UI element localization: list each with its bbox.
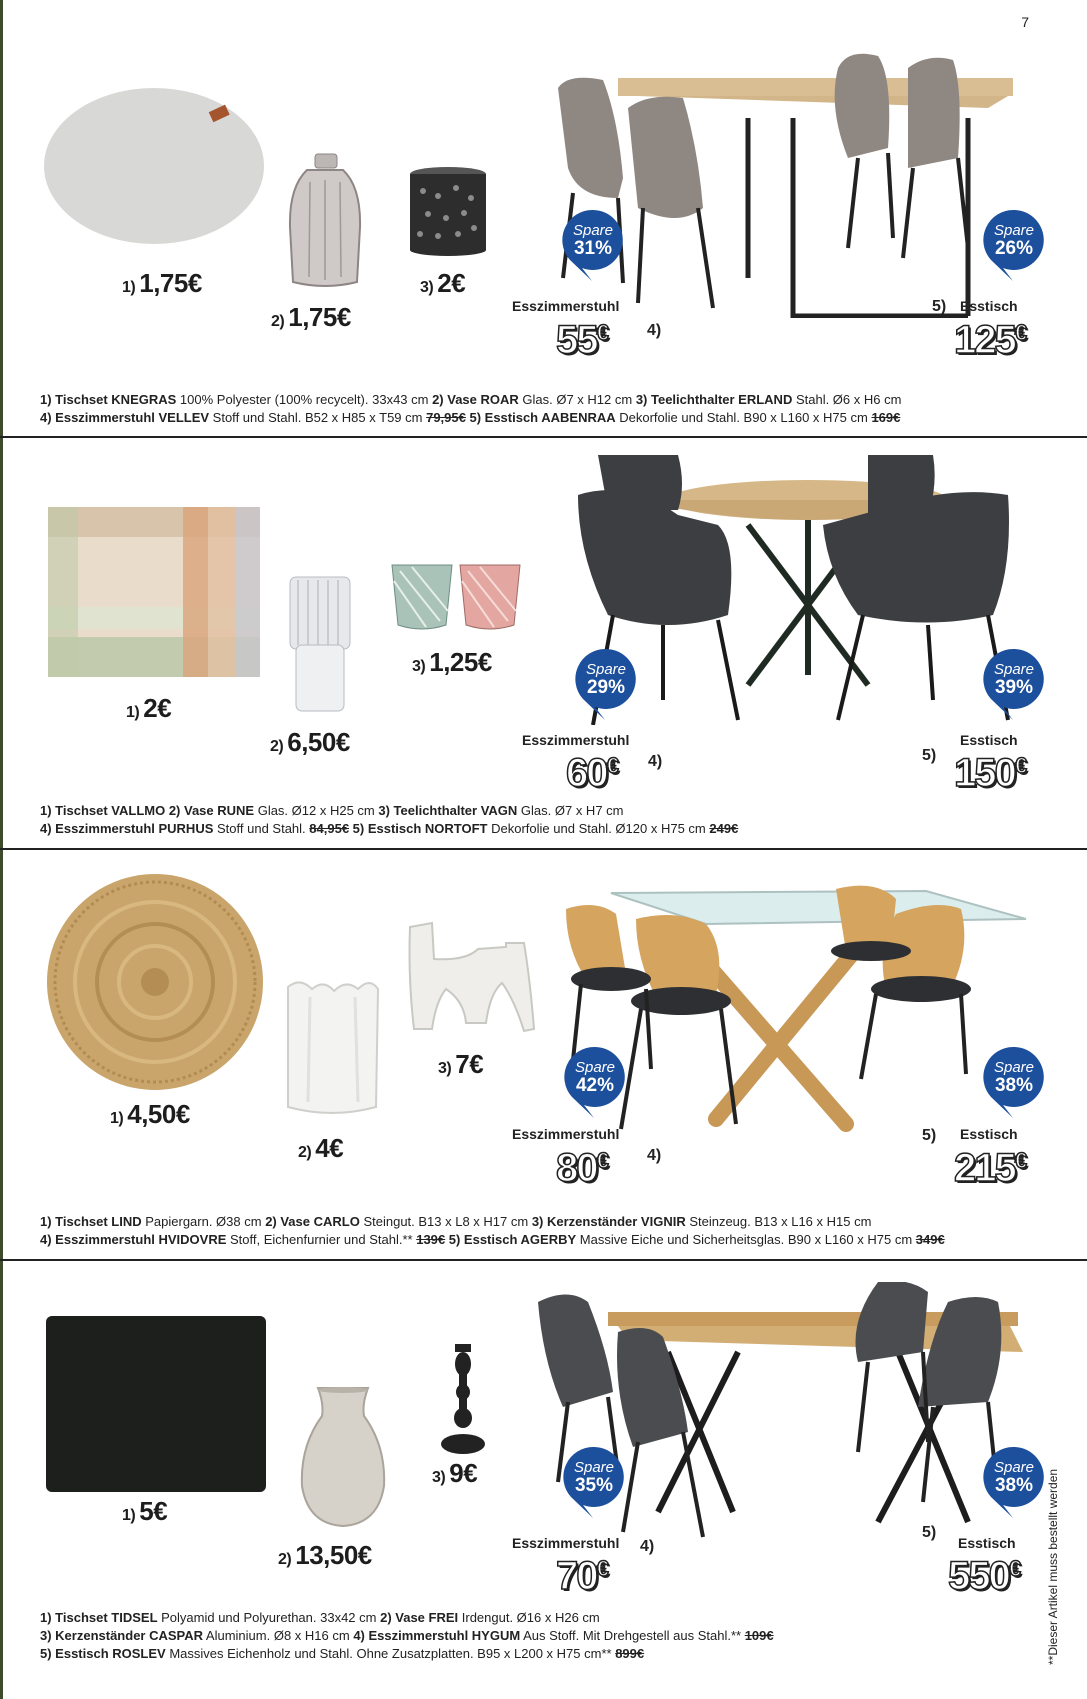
table-label: Esstisch — [960, 298, 1018, 314]
vase-roar-image — [285, 152, 365, 292]
product-description-line-1: 1) Tischset LIND Papiergarn. Ø38 cm 2) Vase CARLO Steingut. B13 x L8 x H17 cm 3) Kerzenständer VIGNIR Steinzeug. B13 x L16 x H15 cm — [40, 1214, 872, 1229]
price-2: 2) 13,50€ — [278, 1540, 372, 1570]
table-label: Esstisch — [958, 1535, 1016, 1551]
chair-item-number: 4) — [648, 753, 663, 770]
product-section-1 — [0, 0, 1087, 430]
table-price: 215€ — [954, 1146, 1025, 1190]
chair-label: Esszimmerstuhl — [522, 732, 630, 748]
table-item-number: 5) — [932, 298, 947, 315]
tealight-holders-vagn-image — [390, 561, 525, 633]
chair-savings-badge: Spare 42% — [564, 1045, 630, 1119]
chair-price: 55€ — [556, 318, 607, 362]
tealight-holder-erland-image — [408, 166, 488, 256]
product-description-line-1: 1) Tischset TIDSEL Polyamid und Polyurethan. 33x42 cm 2) Vase FREI Irdengut. Ø16 x H26 cm — [40, 1610, 600, 1625]
table-savings-badge: Spare 39% — [983, 647, 1049, 721]
price-1: 1) 4,50€ — [110, 1099, 190, 1129]
table-savings-badge: Spare 38% — [983, 1445, 1049, 1519]
price-2: 2) 1,75€ — [271, 302, 351, 332]
price-1: 1) 5€ — [122, 1496, 168, 1526]
vase-carlo-image — [280, 977, 384, 1119]
chair-label: Esszimmerstuhl — [512, 1535, 620, 1551]
product-section-3 — [0, 849, 1087, 1260]
table-price: 550€ — [948, 1554, 1019, 1598]
chair-item-number: 4) — [640, 1538, 655, 1555]
placemat-tidsel-image — [46, 1316, 266, 1492]
table-item-number: 5) — [922, 1127, 937, 1144]
chair-price: 70€ — [556, 1554, 607, 1598]
price-3: 3) 2€ — [420, 268, 466, 298]
chair-item-number: 4) — [647, 1147, 662, 1164]
table-label: Esstisch — [960, 1126, 1018, 1142]
product-description-line-2: 4) Esszimmerstuhl PURHUS Stoff und Stahl. 84,95€ 5) Esstisch NORTOFT Dekorfolie und Stahl. Ø120 x H75 cm 249€ — [40, 821, 739, 836]
product-description-line-1: 1) Tischset KNEGRAS 100% Polyester (100% recycelt). 33x43 cm 2) Vase ROAR Glas. Ø7 x H12 cm 3) Teelichthalter ERLAND Stahl. Ø6 x H6 cm — [40, 392, 902, 407]
product-description-line-2: 4) Esszimmerstuhl VELLEV Stoff und Stahl. B52 x H85 x T59 cm 79,95€ 5) Esstisch AABENRAA Dekorfolie und Stahl. B90 x L160 x H75 cm 169€ — [40, 410, 901, 425]
product-description-line-1: 1) Tischset VALLMO 2) Vase RUNE Glas. Ø12 x H25 cm 3) Teelichthalter VAGN Glas. Ø7 x H7 cm — [40, 803, 624, 818]
product-description-line-3: 5) Esstisch ROSLEV Massives Eichenholz und Stahl. Ohne Zusatzplatten. B95 x L200 x H75 cm** 899€ — [40, 1646, 645, 1661]
chair-savings-badge: Spare 35% — [563, 1445, 629, 1519]
chair-label: Esszimmerstuhl — [512, 1126, 620, 1142]
table-label: Esstisch — [960, 732, 1018, 748]
price-2: 2) 4€ — [298, 1133, 344, 1163]
product-section-2 — [0, 437, 1087, 849]
vase-frei-image — [298, 1386, 388, 1528]
product-section-4 — [0, 1260, 1087, 1699]
page-number: 7 — [1021, 14, 1029, 30]
chair-savings-badge: Spare 29% — [575, 647, 641, 721]
product-description-line-2: 3) Kerzenständer CASPAR Aluminium. Ø8 x H16 cm 4) Esszimmerstuhl HYGUM Aus Stoff. Mit Drehgestell aus Stahl.** 109€ — [40, 1628, 774, 1643]
product-description-line-2: 4) Esszimmerstuhl HVIDOVRE Stoff, Eichenfurnier und Stahl.** 139€ 5) Esstisch AGERBY Massive Eiche und Sicherheitsglas. B90 x L160 x H75 cm 349€ — [40, 1232, 945, 1247]
chair-price: 60€ — [566, 751, 617, 795]
price-3: 3) 1,25€ — [412, 647, 492, 677]
candle-holder-caspar-image — [438, 1342, 488, 1458]
price-2: 2) 6,50€ — [270, 727, 350, 757]
table-price: 150€ — [954, 751, 1025, 795]
table-savings-badge: Spare 26% — [983, 208, 1049, 282]
vase-rune-image — [286, 575, 354, 713]
chair-item-number: 4) — [647, 322, 662, 339]
price-1: 1) 1,75€ — [122, 268, 202, 298]
price-3: 3) 7€ — [438, 1049, 484, 1079]
table-item-number: 5) — [922, 1524, 937, 1541]
placemat-knegras-image — [42, 86, 267, 246]
chair-price: 80€ — [556, 1146, 607, 1190]
table-price: 125€ — [954, 318, 1025, 362]
placemat-lind-image — [44, 871, 266, 1093]
order-only-note: **Dieser Artikel muss bestellt werden — [1046, 1468, 1060, 1665]
chair-label: Esszimmerstuhl — [512, 298, 620, 314]
placemat-vallmo-image — [48, 507, 260, 677]
table-item-number: 5) — [922, 747, 937, 764]
chair-savings-badge: Spare 31% — [562, 208, 628, 282]
price-1: 1) 2€ — [126, 693, 172, 723]
price-3: 3) 9€ — [432, 1458, 478, 1488]
table-savings-badge: Spare 38% — [983, 1045, 1049, 1119]
candle-holder-vignir-image — [406, 919, 540, 1035]
